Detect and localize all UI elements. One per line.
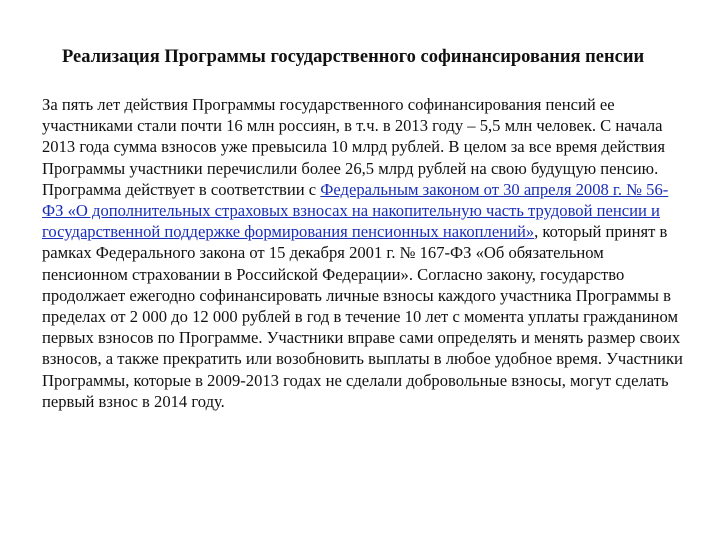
paragraph-2-lead-text: Программа действует в соответствии с (42, 179, 321, 199)
heading-text: Реализация Программы государственного софинансирования пенсии (62, 47, 645, 67)
paragraph-program-results: За пять лет действия Программы государственного софинансирования пенсий ее участниками стали почти 16 млн россиян, в т.ч. в 2013 году – 5,5 млн человек. С начала 2013 года сумма взносов уже превысила 10 млрд рублей. В целом за все время действия Программы участники перечислили более 26,5 млрд рублей на свою будущую пенсию. (42, 95, 666, 178)
paragraph-2-rest-text: , который принят в рамках Федерального закона от 15 декабря 2001 г. № 167-ФЗ «Об обязательном пенсионном страховании в Российской Федерации». Согласно закону, государство продолжает ежегодно софинансировать личные взносы каждого участника Программы в пределах от 2 000 до 12 000 рублей в год в течение 10 лет с момента уплаты гражданином первых взносов по Программе. Участники вправе сами определять и менять размер своих взносов, а также прекратить или возобновить выплаты в любое удобное время. Участники Программы, которые в 2009-2013 годах не сделали добровольные взносы, могут сделать первый взнос в 2014 году. (42, 222, 683, 411)
slide-heading (42, 46, 682, 69)
paragraph-legal-basis (42, 179, 684, 412)
slide-body (42, 94, 684, 412)
federal-law-link[interactable]: Федеральным законом от 30 апреля 2008 г. № 56-ФЗ «О дополнительных страховых взносах на накопительную часть трудовой пенсии и государственной поддержке формирования пенсионных накоплений» (42, 179, 669, 242)
